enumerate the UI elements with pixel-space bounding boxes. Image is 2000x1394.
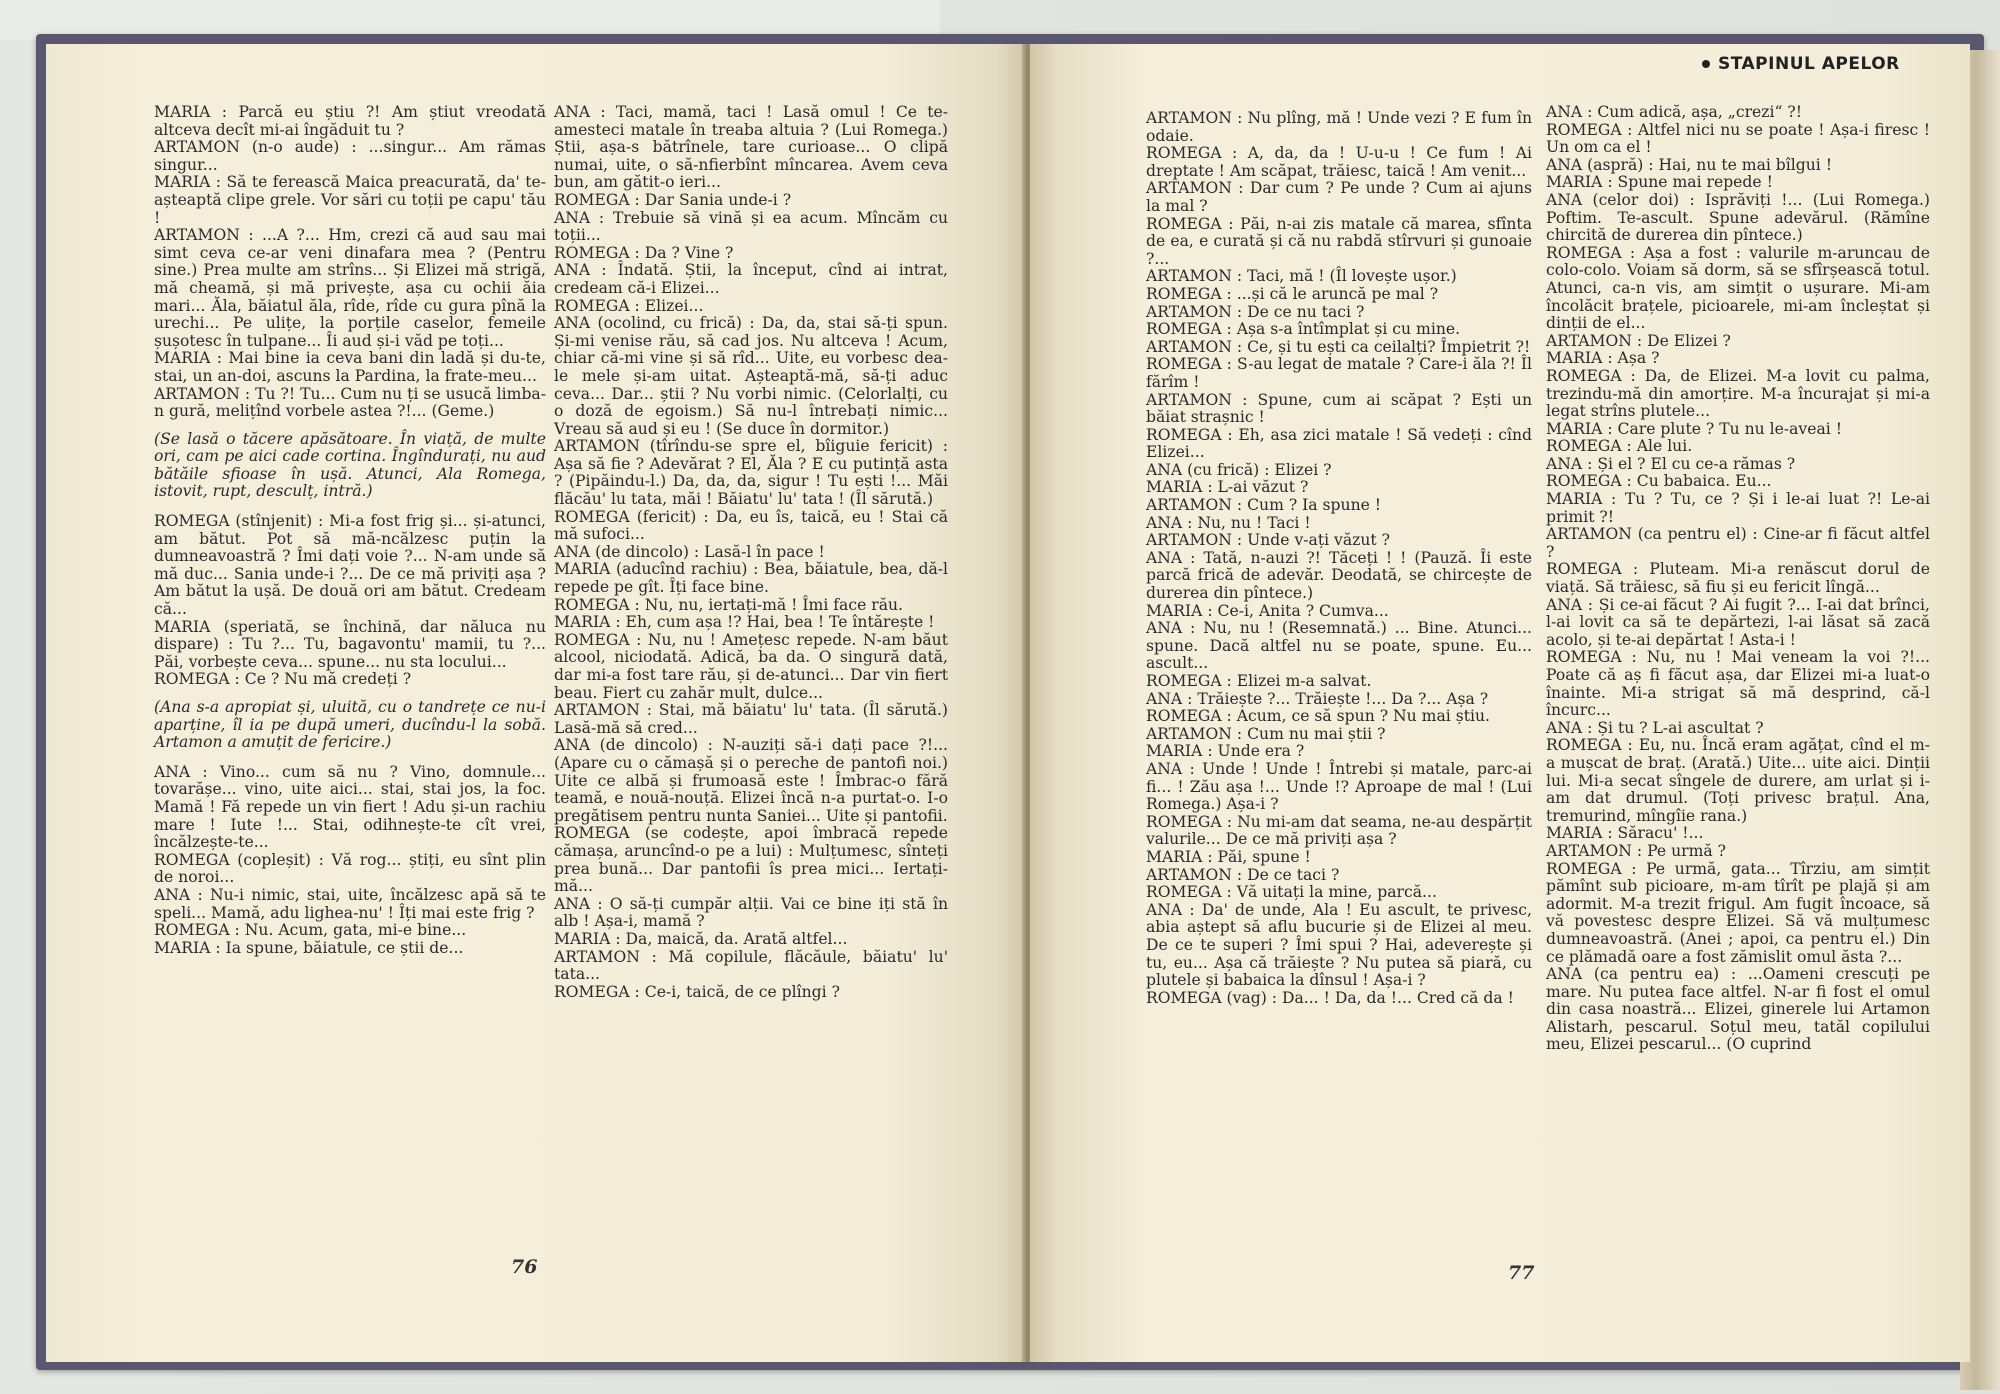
dialogue-paragraph: ANA : Trebuie să vină și ea acum. Mîncăm cu toții... xyxy=(554,208,948,245)
dialogue-paragraph: MARIA : Unde era ? xyxy=(1146,742,1305,761)
dialogue-paragraph: ROMEGA : Cu babaica. Eu... xyxy=(1546,472,1772,491)
right-page-column-1 xyxy=(1146,110,1532,1007)
dialogue-paragraph: ANA (de dincolo) : N-auziți să-i dați pace ?!... (Apare cu o cămașă și o pereche de pantofi noi.) Uite ce albă și frumoasă este ! Îmbrac-o fără teamă, e nouă-nouță. Elizei încă n-a purtat-o. I-o pregătisem pentru nunta Saniei... Uite și pantofii. xyxy=(554,736,948,825)
dialogue-paragraph: ANA : Nu-i nimic, stai, uite, încălzesc apă să te speli... Mamă, adu lighea-nu' ! Îți mai este frig ? xyxy=(154,885,546,922)
dialogue-paragraph: MARIA : Să te ferească Maica preacurată, da' te-așteaptă clipe grele. Vor sări cu toții pe capu' tău ! xyxy=(154,173,546,227)
dialogue-paragraph: ARTAMON : ...A ?... Hm, crezi că aud sau mai simt ceva ce-ar veni dinafara mea ? (Pentru sine.) Prea multe am strîns... Și Elizei mă strigă, mă cheamă, și mă privește, așa cu ochii ăia mari... Ăla, băiatul ăla, rîde, rîde cu gura pînă la urechi... Pe ulițe, la porțile caselor, femeile șușotesc în tulpane... Îi aud și-i văd pe toți... xyxy=(154,226,546,350)
dialogue-paragraph: ROMEGA (copleșit) : Vă rog... știți, eu sînt plin de noroi... xyxy=(154,850,546,887)
dialogue-paragraph: ANA (de dincolo) : Lasă-l în pace ! xyxy=(554,542,825,561)
dialogue-paragraph: ROMEGA (stînjenit) : Mi-a fost frig și... și-atunci, am bătut. Pot să mă-ncălzesc puțin la dumneavoastră ? Îmi dați voie ?... N-am unde să mă duc... Sania unde-i ?... De ce mă priviți așa ? Am bătut la ușă. De două ori am bătut. Credeam că... xyxy=(154,512,546,619)
dialogue-paragraph: MARIA : Păi, spune ! xyxy=(1146,847,1311,866)
dialogue-paragraph: ROMEGA : Da, de Elizei. M-a lovit cu palma, trezindu-mă din amorțire. M-a încurajat și mi-a legat strîns plutele... xyxy=(1546,366,1930,421)
dialogue-paragraph: ARTAMON : Nu plîng, mă ! Unde vezi ? E fum în odaie. xyxy=(1146,109,1532,145)
dialogue-paragraph: ARTAMON : Taci, mă ! (Îl lovește ușor.) xyxy=(1146,267,1457,286)
dialogue-paragraph: MARIA : Tu ? Tu, ce ? Și i le-ai luat ?! Le-ai primit ?! xyxy=(1546,490,1930,526)
dialogue-paragraph: ROMEGA : Eu, nu. Încă eram agățat, cînd el m-a mușcat de braț. (Arată.) Uite... uite aici. Dinții lui. Mi-a secat sîngele de durere, am urlat și i-am dat drumul. (Toți privesc brațul. Ana, tremurind, mîngîie rana.) xyxy=(1546,736,1930,825)
right-page-number: 77 xyxy=(1508,1262,1535,1284)
dialogue-paragraph: ARTAMON : Dar cum ? Pe unde ? Cum ai ajuns la mal ? xyxy=(1146,179,1532,215)
left-page-column-1 xyxy=(154,104,546,957)
dialogue-paragraph: ANA : O să-ți cumpăr alții. Vai ce bine iți stă în alb ! Așa-i, mamă ? xyxy=(554,894,948,931)
dialogue-paragraph: ROMEGA : S-au legat de matale ? Care-i ăla ?! Îl fărîm ! xyxy=(1146,355,1532,391)
dialogue-paragraph: ARTAMON (n-o aude) : ...singur... Am rămas singur... xyxy=(154,138,546,174)
dialogue-paragraph: ROMEGA (se codește, apoi îmbracă repede cămașa, aruncînd-o pe a lui) : Mulțumesc, sînteți prea bună... Dar pantofii îs prea mici... Iertați-mă... xyxy=(554,824,948,896)
dialogue-paragraph: ROMEGA : Dar Sania unde-i ? xyxy=(554,190,792,209)
dialogue-paragraph: ROMEGA (vag) : Da... ! Da, da !... Cred că da ! xyxy=(1146,988,1514,1007)
dialogue-paragraph: MARIA (aducînd rachiu) : Bea, băiatule, bea, dă-l repede pe gît. Îți face bine. xyxy=(554,560,948,597)
dialogue-paragraph: MARIA : Spune mai repede ! xyxy=(1546,173,1773,192)
dialogue-paragraph: ANA (celor doi) : Isprăviți !... (Lui Romega.) Poftim. Te-ascult. Spune adevărul. (Rămîne chircită de durerea din pîntece.) xyxy=(1546,190,1930,245)
dialogue-paragraph: ARTAMON : Tu ?! Tu... Cum nu ți se usucă limba-n gură, melițînd vorbele astea ?!... (Geme.) xyxy=(154,384,546,421)
dialogue-paragraph: ARTAMON : Ce, și tu ești ca ceilalți? Împietrit ?! xyxy=(1146,337,1531,356)
dialogue-paragraph: ROMEGA : Așa s-a întîmplat și cu mine. xyxy=(1146,320,1461,339)
dialogue-paragraph: ANA : Și ce-ai făcut ? Ai fugit ?... I-ai dat brînci, l-ai lovit ca să te depărtezi, l-ai lăsat să zacă acolo, și te-ai depărtat ! Asta-i ! xyxy=(1546,595,1930,649)
dialogue-paragraph: ANA (ca pentru ea) : ...Oameni crescuți pe mare. Nu putea face altfel. N-ar fi fost el omul din casa noastră... Elizei, ginerele lui Artamon Alistarh, pescarul. Soțul meu, tatăl copilului meu, Elizei pescarul... (O cuprind xyxy=(1546,965,1930,1054)
dialogue-paragraph: ARTAMON : Spune, cum ai scăpat ? Ești un băiat strașnic ! xyxy=(1146,390,1532,427)
dialogue-paragraph: ROMEGA : Pluteam. Mi-a renăscut dorul de viață. Să trăiesc, să fiu și eu fericit lîngă... xyxy=(1546,560,1930,597)
dialogue-paragraph: ROMEGA : Eh, asa zici matale ! Să vedeți : cînd Elizei... xyxy=(1146,425,1532,462)
dialogue-paragraph: ARTAMON : Stai, mă băiatu' lu' tata. (Îl sărută.) Lasă-mă să cred... xyxy=(554,701,948,737)
dialogue-paragraph: ROMEGA : Elizei... xyxy=(554,296,704,315)
dialogue-paragraph: ANA : Unde ! Unde ! Întrebi și matale, parc-ai fi... ! Zău așa !... Unde !? Aproape de mal ! (Lui Romega.) Așa-i ? xyxy=(1146,759,1532,814)
dialogue-paragraph: ARTAMON : Unde v-ați văzut ? xyxy=(1146,531,1390,550)
dialogue-paragraph: ROMEGA : ...și că le aruncă pe mal ? xyxy=(1146,284,1439,303)
dialogue-paragraph: ROMEGA : Altfel nici nu se poate ! Așa-i firesc ! Un om ca el ! xyxy=(1546,120,1930,157)
dialogue-paragraph: MARIA (speriată, se închină, dar năluca nu dispare) : Tu ?... Tu, bagavontu' mamii, tu ?... Păi, vorbește ceva... spune... nu sta locului... xyxy=(154,617,546,671)
dialogue-paragraph: MARIA : Săracu' !... xyxy=(1546,824,1704,843)
dialogue-paragraph: ARTAMON : Mă copilule, flăcăule, băiatu' lu' tata... xyxy=(554,947,948,984)
dialogue-paragraph: ROMEGA : Nu mi-am dat seama, ne-au despărțit valurile... De ce mă priviți așa ? xyxy=(1146,812,1532,849)
dialogue-paragraph: ARTAMON (ca pentru el) : Cine-ar fi făcut altfel ? xyxy=(1546,525,1930,561)
dialogue-paragraph: MARIA : Mai bine ia ceva bani din ladă și du-te, stai, un an-doi, ascuns la Pardina, la frate-meu... xyxy=(154,349,546,385)
left-page-number: 76 xyxy=(511,1256,538,1278)
dialogue-paragraph: MARIA : Da, maică, da. Arată altfel... xyxy=(554,929,848,948)
running-head xyxy=(1702,54,1900,74)
dialogue-paragraph: ANA : Și el ? El cu ce-a rămas ? xyxy=(1546,454,1796,473)
dialogue-paragraph: ROMEGA : Nu, nu, iertați-mă ! Îmi face rău. xyxy=(554,595,904,614)
dialogue-paragraph: ARTAMON : De Elizei ? xyxy=(1546,331,1731,350)
dialogue-paragraph: ANA (cu frică) : Elizei ? xyxy=(1146,460,1332,479)
dialogue-paragraph: ROMEGA : Păi, n-ai zis matale că marea, sfînta de ea, e curată și că nu rabdă stîrvuri și gunoaie ?... xyxy=(1146,214,1532,268)
dialogue-paragraph: ROMEGA : Așa a fost : valurile m-aruncau de colo-colo. Voiam să dorm, să se sfîrșească totul. Atunci, ca-n vis, am simțit o ușurare. Mi-am încolăcit brațele, picioarele, mi-am încleștat și dinții de el... xyxy=(1546,243,1930,333)
dialogue-paragraph: ARTAMON : Pe urmă ? xyxy=(1546,841,1726,860)
dialogue-paragraph: ANA : Și tu ? L-ai ascultat ? xyxy=(1546,718,1764,737)
dialogue-paragraph: ARTAMON (tîrîndu-se spre el, bîiguie fericit) : Așa să fie ? Adevărat ? El, Ăla ? E cu putință asta ? (Pipăindu-l.) Da, da, da, sigur ! Tu ești !... Măi flăcău' lu tata, măi ! Băiatu' lu' tata ! (Îl sărută.) xyxy=(554,437,948,509)
right-page xyxy=(1030,44,1970,1362)
left-page xyxy=(46,44,1026,1362)
dialogue-paragraph: MARIA : Ce-i, Anita ? Cumva... xyxy=(1146,601,1389,620)
left-page-column-2 xyxy=(554,104,948,1001)
dialogue-paragraph: ROMEGA : Nu, nu ! Amețesc repede. N-am băut alcool, niciodată. Adică, ba da. O singură dată, dar mi-a fost tare rău, și de-atunci... Dar vin fiert beau. Fiert cu zahăr mult, dulce... xyxy=(554,630,948,702)
dialogue-paragraph: MARIA : Așa ? xyxy=(1546,349,1660,368)
dialogue-paragraph: ARTAMON : Cum nu mai știi ? xyxy=(1146,724,1386,743)
dialogue-paragraph: ANA : Nu, nu ! (Resemnată.) ... Bine. Atunci... spune. Dacă altfel nu se poate, spune. Eu... ascult... xyxy=(1146,619,1532,673)
dialogue-paragraph: ROMEGA : Vă uitați la mine, parcă... xyxy=(1146,883,1437,902)
dialogue-paragraph: ANA : Îndată. Știi, la început, cînd ai intrat, credeam că-i Elizei... xyxy=(554,261,948,297)
dialogue-paragraph: ROMEGA : Pe urmă, gata... Tîrziu, am simțit pămînt sub picioare, m-am tîrît pe plajă și am adormit. M-a trezit frigul. Am fugit încoace, să vă povestesc despre Elizei. Să vă mulțumesc dumneavoastră. (Anei ; apoi, ca pentru el.) Din ce plămadă oare a fost zămislit omul ăsta ?... xyxy=(1546,859,1930,966)
dialogue-paragraph: ANA : Da' de unde, Ala ! Eu ascult, te privesc, abia aștept să aflu bucurie și de Elizei al meu. De ce te superi ? Îmi spui ? Hai, adeverește și tu, eu... Așa că trăiește ? Nu putea să piară, cu plutele și babaica la dînsul ! Așa-i ? xyxy=(1146,900,1532,990)
dialogue-paragraph: ARTAMON : De ce nu taci ? xyxy=(1146,302,1365,321)
dialogue-paragraph: ANA : Taci, mamă, taci ! Lasă omul ! Ce te-amesteci matale în treaba altuia ? (Lui Romega.) Știi, așa-s bătrînele, tare curioase... O clipă numai, uite, o să-nfierbînt mîncarea. Avem ceva bun, am gătit-o ieri... xyxy=(554,103,948,192)
bullet-icon xyxy=(1702,60,1710,68)
dialogue-paragraph: ANA : Nu, nu ! Taci ! xyxy=(1146,513,1311,532)
dialogue-paragraph: ROMEGA : A, da, da ! U-u-u ! Ce fum ! Ai dreptate ! Am scăpat, trăiesc, taică ! Am venit... xyxy=(1146,144,1532,180)
dialogue-paragraph: ARTAMON : De ce taci ? xyxy=(1146,865,1340,884)
dialogue-paragraph: ROMEGA : Ale lui. xyxy=(1546,437,1693,456)
dialogue-paragraph: MARIA : Ia spune, băiatule, ce știi de... xyxy=(154,938,464,957)
dialogue-paragraph: ROMEGA : Elizei m-a salvat. xyxy=(1146,672,1372,690)
dialogue-paragraph: ANA (aspră) : Hai, nu te mai bîlgui ! xyxy=(1546,155,1833,174)
dialogue-paragraph: ROMEGA : Ce ? Nu mă credeți ? xyxy=(154,670,412,689)
right-page-column-2 xyxy=(1546,104,1930,1054)
dialogue-paragraph: ANA : Cum adică, așa, „crezi“ ?! xyxy=(1546,103,1803,121)
dialogue-paragraph: MARIA : Parcă eu știu ?! Am știut vreodată altceva decît mi-ai îngăduit tu ? xyxy=(154,103,546,139)
dialogue-paragraph: ANA (ocolind, cu frică) : Da, da, stai să-ți spun. Și-mi venise rău, să cad jos. Nu altceva ! Acum, chiar că-mi vine și să rîd... Uite, eu vorbesc dea-le mele și-am uitat. Așteaptă-mă, să-ți aduc ceva... Dar... știi ? Nu vorbi nimic. (Celorlalți, cu o doză de egoism.) Să nu-l întrebați nimic... Vreau să aud și eu ! (Se duce în dormitor.) xyxy=(554,314,948,438)
dialogue-paragraph: ARTAMON : Cum ? Ia spune ! xyxy=(1146,496,1382,515)
dialogue-paragraph: ROMEGA (fericit) : Da, eu îs, taică, eu ! Stai că mă sufoci... xyxy=(554,507,948,544)
dialogue-paragraph: MARIA : Care plute ? Tu nu le-aveai ! xyxy=(1546,419,1842,438)
stage-direction: (Ana s-a apropiat și, uluită, cu o tandrețe ce nu-i aparține, îl ia pe după umeri, ducîndu-l la sobă. Artamon a amuțit de fericire.) xyxy=(154,698,546,752)
dialogue-paragraph: ROMEGA : Acum, ce să spun ? Nu mai știu. xyxy=(1146,707,1490,726)
dialogue-paragraph: MARIA : Eh, cum așa !? Hai, bea ! Te întărește ! xyxy=(554,613,935,632)
dialogue-paragraph: ROMEGA : Nu, nu ! Mai veneam la voi ?!... Poate că aș fi făcut așa, dar Elizei mi-a luat-o înainte. Mi-a strigat să mă desprind, că-l încurc... xyxy=(1546,648,1930,720)
running-head-text: STAPINUL APELOR xyxy=(1718,54,1900,74)
dialogue-paragraph: ANA : Trăiește ?... Trăiește !... Da ?... Așa ? xyxy=(1146,689,1489,708)
dialogue-paragraph: ROMEGA : Nu. Acum, gata, mi-e bine... xyxy=(154,921,467,940)
dialogue-paragraph: MARIA : L-ai văzut ? xyxy=(1146,478,1309,497)
dialogue-paragraph: ANA : Vino... cum să nu ? Vino, domnule... tovarășe... vino, uite aici... stai, stai jos, la foc. Mamă ! Fă repede un vin fiert ! Adu și-un rachiu mare ! Iute !... Stai, odihnește-te cît vrei, încălzește-te... xyxy=(154,762,546,852)
dialogue-paragraph: ANA : Tată, n-auzi ?! Tăceți ! ! (Pauză. Îi este parcă frică de adevăr. Deodată, se chircește de durerea din pîntece.) xyxy=(1146,548,1532,603)
stage-direction: (Se lasă o tăcere apăsătoare. În viață, de multe ori, cam pe aici cade cortina. Îngîndurați, nu aud bătăile sfioase în ușă. Atunci, Ala Romega, istovit, rupt, desculț, intră.) xyxy=(154,429,546,501)
dialogue-paragraph: ROMEGA : Ce-i, taică, de ce plîngi ? xyxy=(554,982,840,1001)
dialogue-paragraph: ROMEGA : Da ? Vine ? xyxy=(554,243,734,262)
